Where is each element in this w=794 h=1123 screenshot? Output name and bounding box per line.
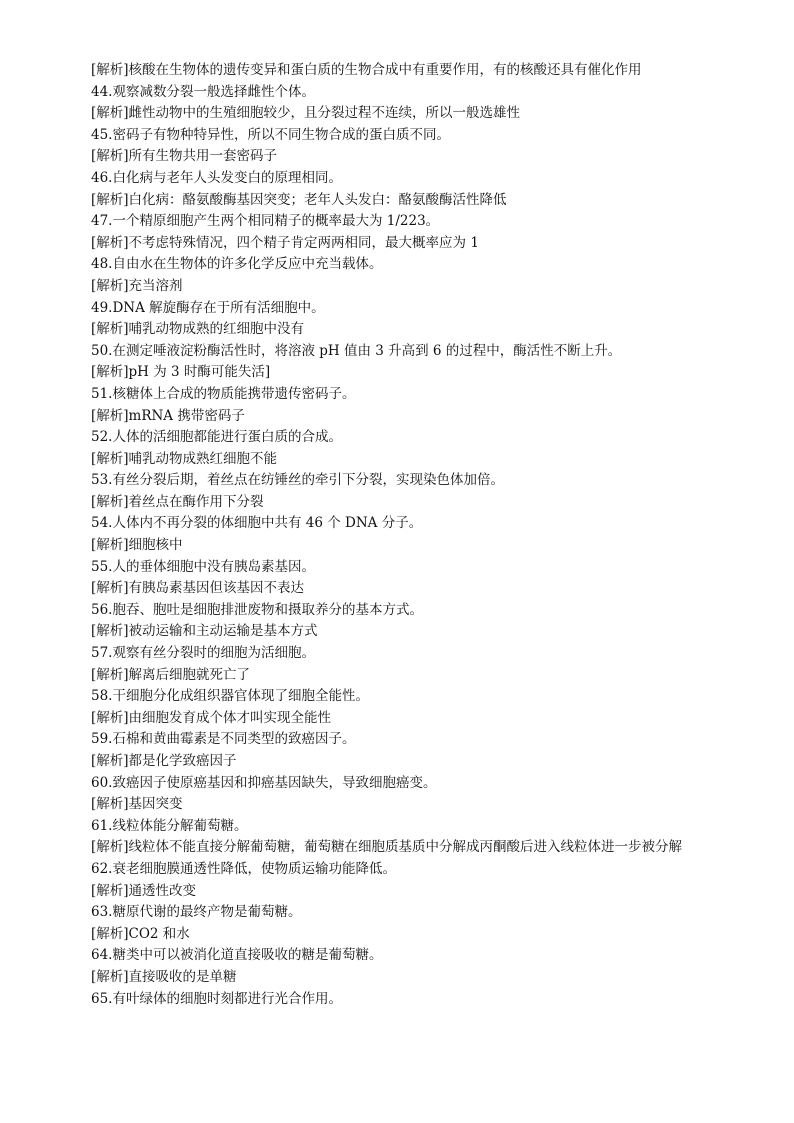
text-line: [解析]充当溶剂 <box>91 277 183 294</box>
text-line: 52.人体的活细胞都能进行蛋白质的合成。 <box>91 429 342 446</box>
text-line: [解析]由细胞发育成个体才叫实现全能性 <box>91 709 332 726</box>
text-line: 64.糖类中可以被消化道直接吸收的糖是葡萄糖。 <box>91 947 383 964</box>
text-line: 60.致癌因子使原癌基因和抑癌基因缺失，导致细胞癌变。 <box>91 774 437 791</box>
text-line: [解析]细胞核中 <box>91 537 183 554</box>
text-line: [解析]pH 为 3 时酶可能失活] <box>91 364 271 381</box>
text-line: [解析]直接吸收的是单糖 <box>91 968 237 985</box>
text-line: 59.石棉和黄曲霉素是不同类型的致癌因子。 <box>91 731 356 748</box>
text-line: 51.核糖体上合成的物质能携带遗传密码子。 <box>91 385 356 402</box>
text-line: [解析]哺乳动物成熟的红细胞中没有 <box>91 321 305 338</box>
text-line: 61.线粒体能分解葡萄糖。 <box>91 817 248 834</box>
text-line: [解析]核酸在生物体的遗传变异和蛋白质的生物合成中有重要作用，有的核酸还具有催化作用 <box>91 62 642 78</box>
text-line: [解析]所有生物共用一套密码子 <box>91 148 278 165</box>
text-line: 54.人体内不再分裂的体细胞中共有 46 个 DNA 分子。 <box>91 515 423 532</box>
text-line: 50.在测定唾液淀粉酶活性时，将溶液 pH 值由 3 升高到 6 的过程中，酶活性不断上升。 <box>91 342 622 359</box>
text-line: [解析]不考虑特殊情况，四个精子肯定两两相同，最大概率应为 1 <box>91 234 479 251</box>
text-line: [解析]着丝点在酶作用下分裂 <box>91 493 264 510</box>
text-line: [解析]都是化学致癌因子 <box>91 753 237 769</box>
text-line: [解析]基因突变 <box>91 796 183 813</box>
text-line: 49.DNA 解旋酶存在于所有活细胞中。 <box>91 299 325 316</box>
text-line: 53.有丝分裂后期，着丝点在纺锤丝的牵引下分裂，实现染色体加倍。 <box>91 472 504 489</box>
text-line: 58.干细胞分化成组织器官体现了细胞全能性。 <box>91 688 369 705</box>
text-line: 56.胞吞、胞吐是细胞排泄废物和摄取养分的基本方式。 <box>91 601 423 618</box>
text-line: 55.人的垂体细胞中没有胰岛素基因。 <box>91 558 315 575</box>
text-line: [解析]被动运输和主动运输是基本方式 <box>91 623 318 640</box>
text-line: [解析]mRNA 携带密码子 <box>91 407 245 424</box>
text-line: 57.观察有丝分裂时的细胞为活细胞。 <box>91 645 315 662</box>
text-line: 62.衰老细胞膜通透性降低，使物质运输功能降低。 <box>91 860 396 877</box>
text-line: [解析]通透性改变 <box>91 882 197 899</box>
text-line: [解析]白化病：酪氨酸酶基因突变；老年人头发白：酪氨酸酶活性降低 <box>91 191 507 208</box>
document-page <box>60 60 736 1010</box>
text-line: [解析]线粒体不能直接分解葡萄糖，葡萄糖在细胞质基质中分解成丙酮酸后进入线粒体进一步被分解 <box>91 839 683 856</box>
text-line: [解析]哺乳动物成熟红细胞不能 <box>91 450 278 467</box>
text-line: 63.糖原代谢的最终产物是葡萄糖。 <box>91 904 302 921</box>
text-line: 46.白化病与老年人头发变白的原理相同。 <box>91 169 342 186</box>
text-line: 48.自由水在生物体的许多化学反应中充当载体。 <box>91 256 383 273</box>
text-line: 45.密码子有物种特异性，所以不同生物合成的蛋白质不同。 <box>91 126 450 143</box>
text-line: [解析]有胰岛素基因但该基因不表达 <box>91 580 305 597</box>
text-line: 44.观察减数分裂一般选择雌性个体。 <box>91 83 315 100</box>
text-line: 47.一个精原细胞产生两个相同精子的概率最大为 1/223。 <box>91 213 440 230</box>
text-line: [解析]解离后细胞就死亡了 <box>91 666 251 683</box>
text-line: [解析]CO2 和水 <box>91 925 190 942</box>
text-line: 65.有叶绿体的细胞时刻都进行光合作用。 <box>91 990 342 1007</box>
text-line: [解析]雌性动物中的生殖细胞较少，且分裂过程不连续，所以一般选雄性 <box>91 105 521 122</box>
